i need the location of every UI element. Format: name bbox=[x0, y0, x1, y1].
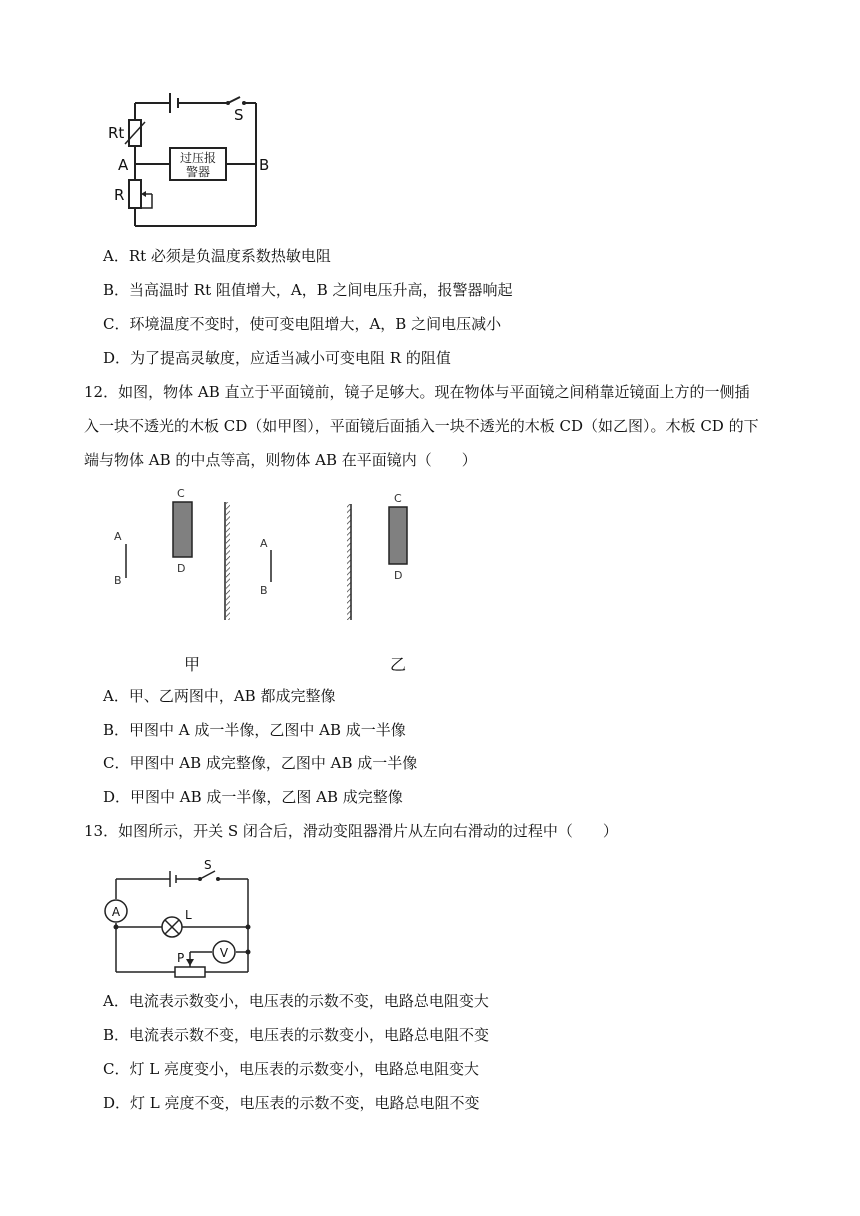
q11-option-d: D．为了提高灵敏度，应适当减小可变电阻 R 的阻值 bbox=[103, 349, 451, 367]
yi-point-a-label: A bbox=[260, 537, 268, 550]
q12-option-a: A．甲、乙两图中，AB 都成完整像 bbox=[103, 687, 336, 705]
alarm-label-line2: 警器 bbox=[185, 165, 211, 179]
jia-board-cd bbox=[173, 502, 192, 557]
q12-option-c: C．甲图中 AB 成完整像，乙图中 AB 成一半像 bbox=[103, 754, 418, 772]
q13-option-c: C．灯 L 亮度变小，电压表的示数变小，电路总电阻变大 bbox=[103, 1060, 479, 1078]
switch-s-label: S bbox=[234, 106, 244, 124]
circuit-diagram-q11 bbox=[100, 88, 280, 238]
q12-stem-line1: 12．如图，物体 AB 直立于平面镜前，镜子足够大。现在物体与平面镜之间稍靠近镜面上方的一侧插 bbox=[84, 383, 750, 401]
q12-stem-line2: 入一块不透光的木板 CD（如甲图），平面镜后面插入一块不透光的木板 CD（如乙图）。木板 CD 的下 bbox=[84, 417, 759, 435]
jia-point-b-label: B bbox=[114, 574, 122, 587]
ammeter-label: A bbox=[111, 905, 121, 919]
jia-point-a-label: A bbox=[114, 530, 122, 543]
jia-point-c-label: C bbox=[177, 487, 185, 500]
rt-label: Rt bbox=[108, 124, 125, 142]
yi-point-d-label: D bbox=[394, 569, 403, 582]
q13-option-b: B．电流表示数不变，电压表的示数变小，电路总电阻不变 bbox=[103, 1026, 490, 1044]
jia-mirror-hatching bbox=[226, 502, 230, 620]
q11-option-c: C．环境温度不变时，使可变电阻增大，A，B 之间电压减小 bbox=[103, 315, 502, 333]
caption-jia: 甲 bbox=[184, 655, 201, 674]
q13-option-d: D．灯 L 亮度不变，电压表的示数不变，电路总电阻不变 bbox=[103, 1094, 480, 1112]
yi-point-c-label: C bbox=[394, 492, 402, 505]
q12-stem-line3: 端与物体 AB 的中点等高，则物体 AB 在平面镜内（ ） bbox=[84, 451, 477, 469]
r-label: R bbox=[114, 186, 125, 204]
q13-stem: 13．如图所示，开关 S 闭合后，滑动变阻器滑片从左向右滑动的过程中（ ） bbox=[84, 822, 618, 840]
yi-point-b-label: B bbox=[260, 584, 268, 597]
caption-yi: 乙 bbox=[390, 655, 407, 674]
node-a-label: A bbox=[118, 156, 129, 174]
q11-option-b: B．当高温时 Rt 阻值增大，A，B 之间电压升高，报警器响起 bbox=[103, 281, 513, 299]
yi-mirror-hatching bbox=[347, 504, 351, 620]
q13-option-a: A．电流表示数变小，电压表的示数不变，电路总电阻变大 bbox=[103, 992, 489, 1010]
switch-s-label: S bbox=[204, 858, 212, 872]
voltmeter-label: V bbox=[219, 946, 229, 960]
slider-label: P bbox=[177, 951, 185, 965]
q12-option-d: D．甲图中 AB 成一半像，乙图 AB 成完整像 bbox=[103, 788, 403, 806]
mirror-diagram-q12 bbox=[100, 482, 440, 678]
jia-point-d-label: D bbox=[177, 562, 186, 575]
alarm-label-line1: 过压报 bbox=[179, 151, 217, 165]
lamp-label: L bbox=[185, 908, 192, 922]
circuit-diagram-q13 bbox=[100, 856, 260, 981]
q12-option-b: B．甲图中 A 成一半像，乙图中 AB 成一半像 bbox=[103, 721, 406, 739]
q11-option-a: A．Rt 必须是负温度系数热敏电阻 bbox=[103, 247, 331, 265]
yi-board-cd bbox=[389, 507, 407, 564]
node-b-label: B bbox=[259, 156, 270, 174]
